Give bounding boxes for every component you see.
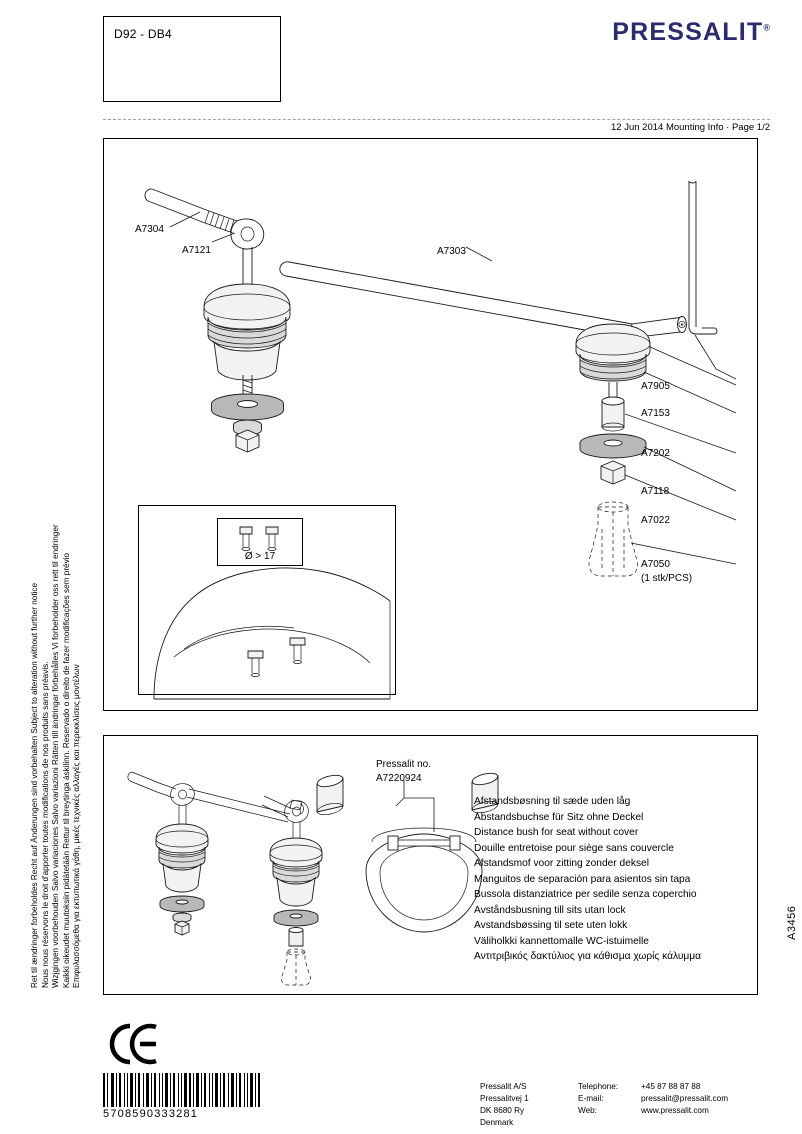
barcode-number: 5708590333281 — [103, 1108, 199, 1120]
address-line-4: Denmark — [480, 1117, 514, 1127]
description-no: Avstandsbøssing til sete uten lokk — [474, 920, 628, 931]
callout-a7153: A7153 — [641, 408, 670, 419]
callout-a7118: A7118 — [641, 486, 670, 497]
pressalit-number-callout — [376, 758, 431, 785]
address-line-2: Pressalitvej 1 — [480, 1093, 529, 1103]
callout-a7303: A7303 — [437, 246, 466, 257]
description-fr: Douille entretoise pour siège sans couvercle — [474, 842, 674, 854]
barcode — [103, 1073, 263, 1107]
legal-line-4: Kaikki oikeudet muutoksiin pidätetään Rettur til breytinga áskilinn. Reservado o direito de fazer modificações sem prévio — [61, 552, 71, 988]
callout-a7050-quantity: (1 stk/PCS) — [641, 573, 693, 584]
description-el: Αντιτριβικός δακτύλιος για κάθισμα χωρίς κάλυμμα — [474, 951, 702, 962]
description-it: Bussola distanziatrice per sedile senza coperchio — [474, 889, 697, 900]
description-da: Afstandsbøsning til sæde uden låg — [474, 796, 631, 807]
brand-name: PRESSALIT — [612, 18, 764, 46]
distance-bush-panel — [103, 735, 758, 995]
contact-label-web: Web: — [578, 1105, 597, 1115]
multilingual-description-list — [474, 794, 701, 965]
description-es: Manguitos de separación para asientos sin tapa — [474, 873, 691, 885]
dimension-callout-box — [217, 518, 303, 566]
pressalit-no-label: Pressalit no. — [376, 759, 432, 770]
document-reference-code: A3456 — [786, 905, 798, 940]
left-assembly-small — [128, 772, 208, 935]
contact-label-telephone: Telephone: — [578, 1082, 619, 1091]
description-nl: Afstandsmof voor zitting zonder deksel — [474, 858, 649, 869]
product-code-box — [103, 16, 281, 102]
callout-a7202: A7202 — [641, 448, 670, 459]
brand-logo — [612, 18, 770, 47]
callout-a7905: A7905 — [641, 381, 670, 392]
contact-label-email: E-mail: — [578, 1093, 604, 1103]
header-divider — [103, 119, 770, 120]
expansion-anchor-a7050 — [589, 502, 638, 576]
company-address — [480, 1081, 529, 1129]
contact-values — [641, 1081, 728, 1117]
description-fi: Väliholkki kannettomalle WC-istuimelle — [474, 935, 649, 947]
allen-key-illustration — [689, 181, 717, 334]
address-line-1: Pressalit A/S — [480, 1082, 527, 1091]
legal-disclaimer — [30, 228, 83, 988]
toilet-seat-outline — [366, 780, 482, 932]
pressalit-no-value: A7220924 — [376, 772, 422, 784]
right-fixing-stack — [576, 324, 650, 576]
description-en: Distance bush for seat without cover — [474, 827, 639, 838]
middle-assembly-small — [262, 796, 322, 985]
contact-value-web[interactable]: www.pressalit.com — [641, 1105, 709, 1115]
legal-line-1: Ret til ændringer forbeholdes Recht auf Änderungen sind vorbehalten Subject to alteration without further notice — [30, 582, 39, 988]
description-sv: Avståndsbusning till sits utan lock — [474, 904, 626, 916]
dimension-value: Ø > 17 — [244, 551, 276, 562]
product-code: D92 - DB4 — [114, 27, 172, 41]
description-de: Abstandsbuchse für Sitz ohne Deckel — [474, 811, 644, 823]
socket-joint-a7121 — [231, 219, 264, 289]
mounting-info-text: 12 Jun 2014 Mounting Info · Page 1/2 — [611, 122, 770, 133]
callout-a7022: A7022 — [641, 515, 670, 526]
address-line-3: DK 8680 Ry — [480, 1105, 525, 1115]
exploded-assembly-diagram-panel — [103, 138, 758, 711]
contact-labels — [578, 1081, 618, 1117]
brand-registered-mark: ® — [763, 22, 770, 33]
contact-value-telephone: +45 87 88 87 88 — [641, 1082, 701, 1091]
left-fixing-stack — [204, 284, 290, 452]
callout-a7304: A7304 — [135, 224, 164, 235]
legal-line-2: Nous nous réservons le droit d'apporter toutes modifications de nos produits sans préavis. — [40, 661, 50, 988]
callout-a7050: A7050 — [641, 559, 670, 570]
callout-a7121: A7121 — [182, 245, 211, 256]
ce-mark — [104, 1022, 162, 1066]
mounting-detail-inset-frame — [138, 505, 396, 695]
legal-line-5: Επιφυλασσόμεθα για εκτυπωτικά γάθη, μικές τεχνικές αλλαγές και περεκκλίσεις μοντέλων — [72, 664, 81, 988]
legal-line-3: Wizjgingen voorbehouden Salvo variaciones Salvo variazioni Rätten till ändringar förbehålles Vi forbeholder oss rett til endringer — [51, 524, 60, 988]
contact-value-email[interactable]: pressalit@pressalit.com — [641, 1093, 729, 1103]
